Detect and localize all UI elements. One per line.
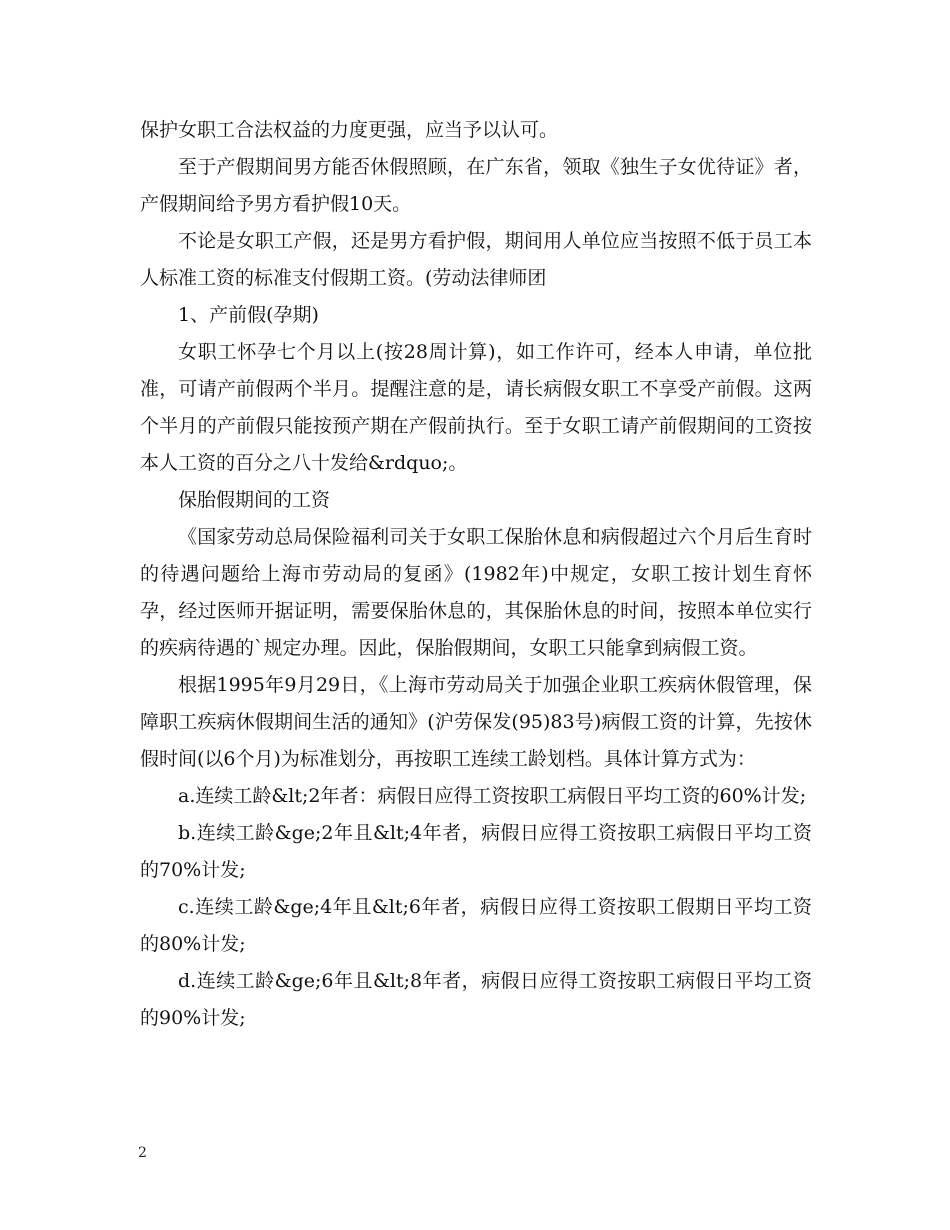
document-body [140,112,812,1037]
paragraph: 至于产假期间男方能否休假照顾，在广东省，领取《独生子女优待证》者，产假期间给予男方看护假10天。 [140,156,812,215]
page-number: 2 [138,1145,147,1161]
list-item: b.连续工龄&ge;2年且&lt;4年者，病假日应得工资按职工病假日平均工资的70%计发; [140,822,812,881]
paragraph: 《国家劳动总局保险福利司关于女职工保胎休息和病假超过六个月后生育时的待遇问题给上海市劳动局的复函》(1982年)中规定，女职工按计划生育怀 孕，经过医师开据证明，需要保胎休息的，其保胎休息的时间，按照本单位实行的疾病待遇的`规定办理。因此，保胎假期间，女职工只能拿到病假工资。 [140,526,812,659]
paragraph: 女职工怀孕七个月以上(按28周计算)，如工作许可，经本人申请，单位批准，可请产前假两个半月。提醒注意的是，请长病假女职工不享受产前假。这两个半月的产前假只能按预产期在产假前执行。至于女职工请产前假期间的工资按本人工资的百分之八十发给&rdquo;。 [140,341,812,474]
list-item: d.连续工龄&ge;6年且&lt;8年者，病假日应得工资按职工病假日平均工资的90%计发; [140,970,812,1029]
paragraph: 不论是女职工产假，还是男方看护假，期间用人单位应当按照不低于员工本人标准工资的标准支付假期工资。(劳动法律师团 [140,230,812,289]
section-heading: 保胎假期间的工资 [178,489,331,511]
list-item: a.连续工龄&lt;2年者：病假日应得工资按职工病假日平均工资的60%计发; [178,785,807,807]
section-heading: 1、产前假(孕期) [178,304,319,326]
list-item: c.连续工龄&ge;4年且&lt;6年者，病假日应得工资按职工假期日平均工资的80%计发; [140,896,812,955]
paragraph: 保护女职工合法权益的力度更强，应当予以认可。 [140,119,559,141]
paragraph: 根据1995年9月29日，《上海市劳动局关于加强企业职工疾病休假管理，保障职工疾病休假期间生活的通知》(沪劳保发(95)83号)病假工资的计算，先按休假时间(以6个月)为标准划分，再按职工连续工龄划档。具体计算方式为： [140,674,812,770]
